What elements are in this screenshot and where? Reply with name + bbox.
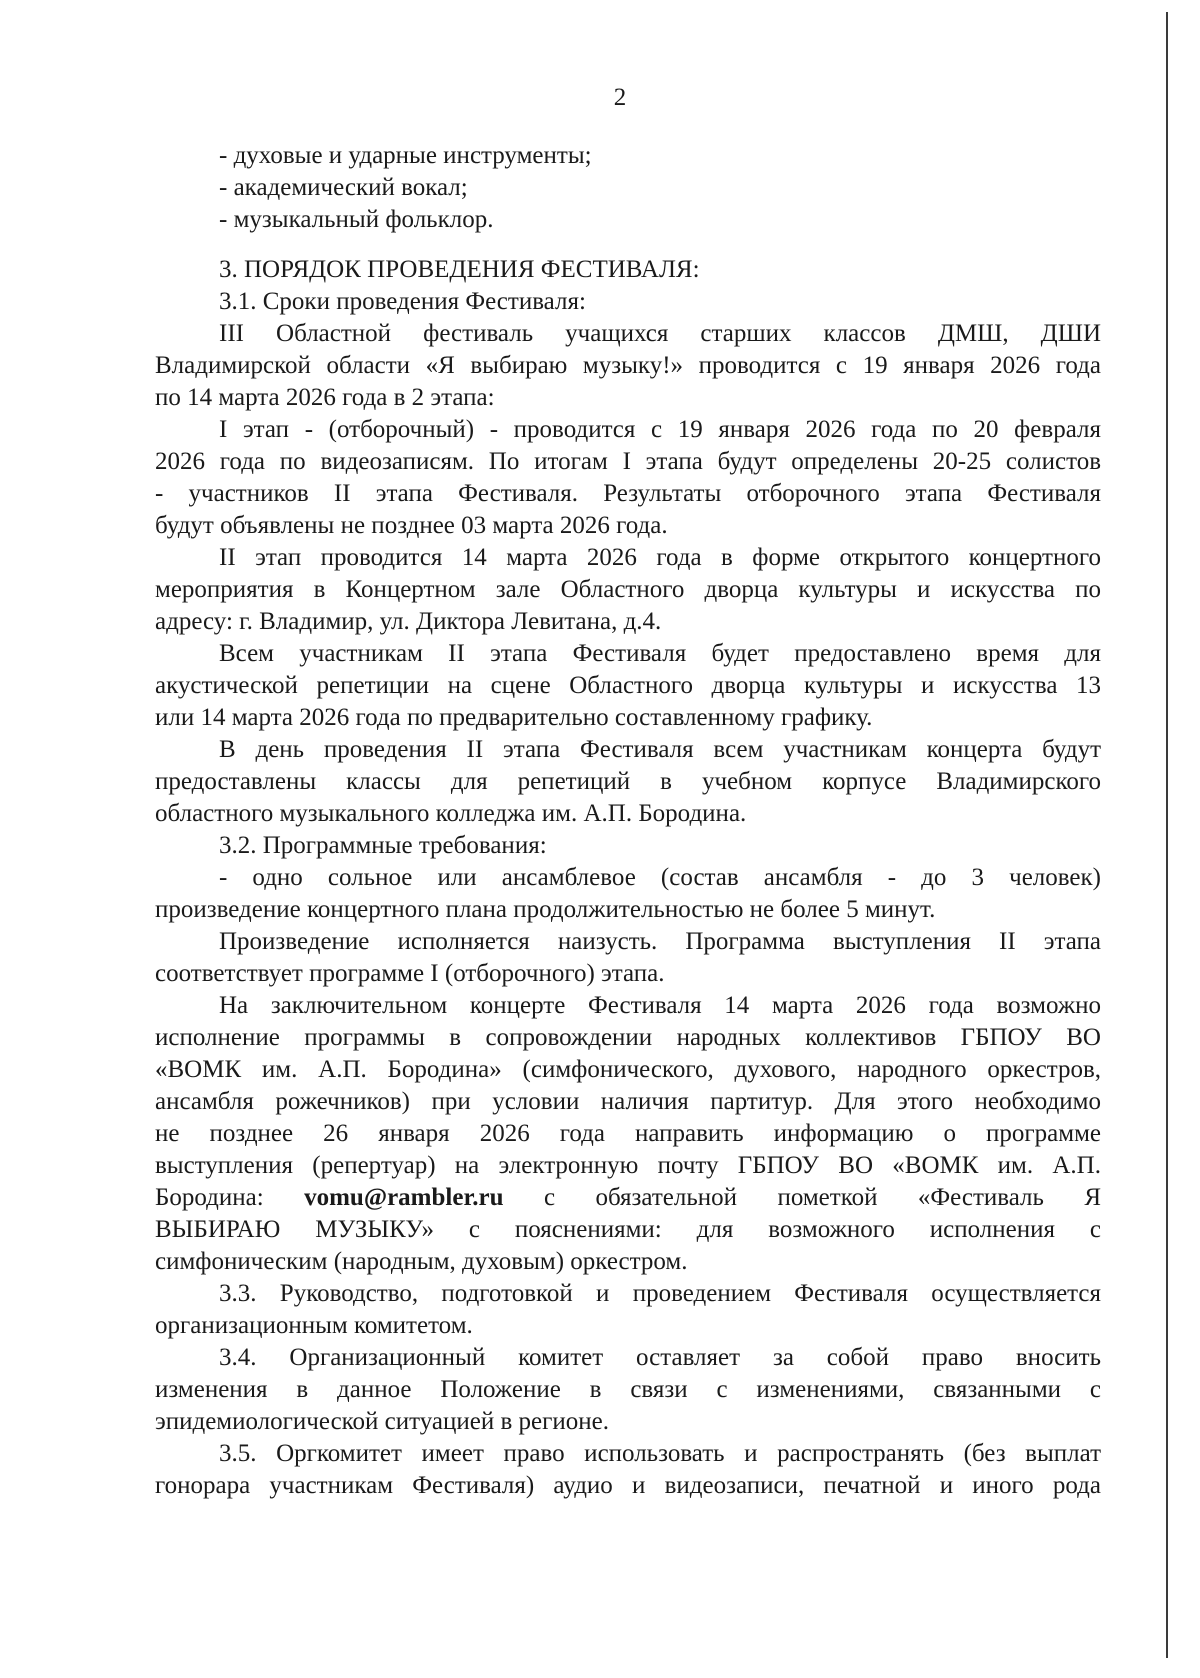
text-line: симфоническим (народным, духовым) оркестром. bbox=[155, 1248, 688, 1275]
email-address: vomu@rambler.ru bbox=[304, 1184, 504, 1211]
text-line: гонорара участникам Фестиваля) аудио и видеозаписи, печатной и иного рода bbox=[155, 1472, 1101, 1499]
text-line: В день проведения II этапа Фестиваля всем участникам концерта будут bbox=[219, 736, 1101, 763]
document-body bbox=[155, 140, 1101, 1502]
text-line: 3. ПОРЯДОК ПРОВЕДЕНИЯ ФЕСТИВАЛЯ: bbox=[219, 256, 700, 283]
text-line: мероприятия в Концертном зале Областного дворца культуры и искусства по bbox=[155, 576, 1101, 603]
text-line: организационным комитетом. bbox=[155, 1312, 473, 1339]
text-line: исполнение программы в сопровождении народных коллективов ГБПОУ ВО bbox=[155, 1024, 1101, 1051]
text-line: 3.2. Программные требования: bbox=[219, 832, 547, 859]
text-line: адресу: г. Владимир, ул. Диктора Левитана, д.4. bbox=[155, 608, 662, 635]
text-line: предоставлены классы для репетиций в учебном корпусе Владимирского bbox=[155, 768, 1101, 795]
text-line: Всем участникам II этапа Фестиваля будет предоставлено время для bbox=[219, 640, 1101, 667]
text-line: - музыкальный фольклор. bbox=[219, 206, 494, 233]
text-line: изменения в данное Положение в связи с изменениями, связанными с bbox=[155, 1376, 1101, 1403]
text-line: - одно сольное или ансамблевое (состав ансамбля - до 3 человек) bbox=[219, 864, 1101, 891]
text-line: акустической репетиции на сцене Областного дворца культуры и искусства 13 bbox=[155, 672, 1101, 699]
text-line: Владимирской области «Я выбираю музыку!» проводится с 19 января 2026 года bbox=[155, 352, 1101, 379]
text-line: ансамбля рожечников) при условии наличия партитур. Для этого необходимо bbox=[155, 1088, 1101, 1115]
text-line: 2026 года по видеозаписям. По итогам I этапа будут определены 20-25 солистов bbox=[155, 448, 1101, 475]
text-line: 3.1. Сроки проведения Фестиваля: bbox=[219, 288, 586, 315]
text-line: 3.4. Организационный комитет оставляет за собой право вносить bbox=[219, 1344, 1101, 1371]
text-line: «ВОМК им. А.П. Бородина» (симфонического, духового, народного оркестров, bbox=[155, 1056, 1101, 1083]
text-line: ВЫБИРАЮ МУЗЫКУ» с пояснениями: для возможного исполнения с bbox=[155, 1216, 1101, 1243]
text-line: 3.3. Руководство, подготовкой и проведением Фестиваля осуществляется bbox=[219, 1280, 1101, 1307]
text-line: областного музыкального колледжа им. А.П. Бородина. bbox=[155, 800, 747, 827]
text-line: соответствует программе I (отборочного) этапа. bbox=[155, 960, 665, 987]
text-line: - духовые и ударные инструменты; bbox=[219, 142, 592, 169]
text-line: по 14 марта 2026 года в 2 этапа: bbox=[155, 384, 495, 411]
text-line: - участников II этапа Фестиваля. Результаты отборочного этапа Фестиваля bbox=[155, 480, 1101, 507]
text-line: II этап проводится 14 марта 2026 года в форме открытого концертного bbox=[219, 544, 1101, 571]
text-line: 3.5. Оргкомитет имеет право использовать и распространять (без выплат bbox=[219, 1440, 1101, 1467]
page-number: 2 bbox=[613, 84, 627, 111]
text-line: не позднее 26 января 2026 года направить информацию о программе bbox=[155, 1120, 1101, 1147]
text-line: эпидемиологической ситуацией в регионе. bbox=[155, 1408, 610, 1435]
text-line: I этап - (отборочный) - проводится с 19 января 2026 года по 20 февраля bbox=[219, 416, 1101, 443]
scan-edge-line bbox=[1166, 12, 1168, 1658]
text-line: выступления (репертуар) на электронную почту ГБПОУ ВО «ВОМК им. А.П. bbox=[155, 1152, 1101, 1179]
text-segment: с обязательной пометкой «Фестиваль Я bbox=[543, 1184, 1102, 1211]
text-line: или 14 марта 2026 года по предварительно составленному графику. bbox=[155, 704, 873, 731]
text-line: произведение концертного плана продолжительностью не более 5 минут. bbox=[155, 896, 936, 923]
text-line: - академический вокал; bbox=[219, 174, 468, 201]
text-line: III Областной фестиваль учащихся старших классов ДМШ, ДШИ bbox=[219, 320, 1101, 347]
text-line: На заключительном концерте Фестиваля 14 марта 2026 года возможно bbox=[219, 992, 1101, 1019]
text-line: Произведение исполняется наизусть. Программа выступления II этапа bbox=[219, 928, 1101, 955]
text-segment: Бородина: bbox=[155, 1184, 264, 1211]
text-line: будут объявлены не позднее 03 марта 2026 года. bbox=[155, 512, 668, 539]
text-line bbox=[155, 1182, 1101, 1214]
